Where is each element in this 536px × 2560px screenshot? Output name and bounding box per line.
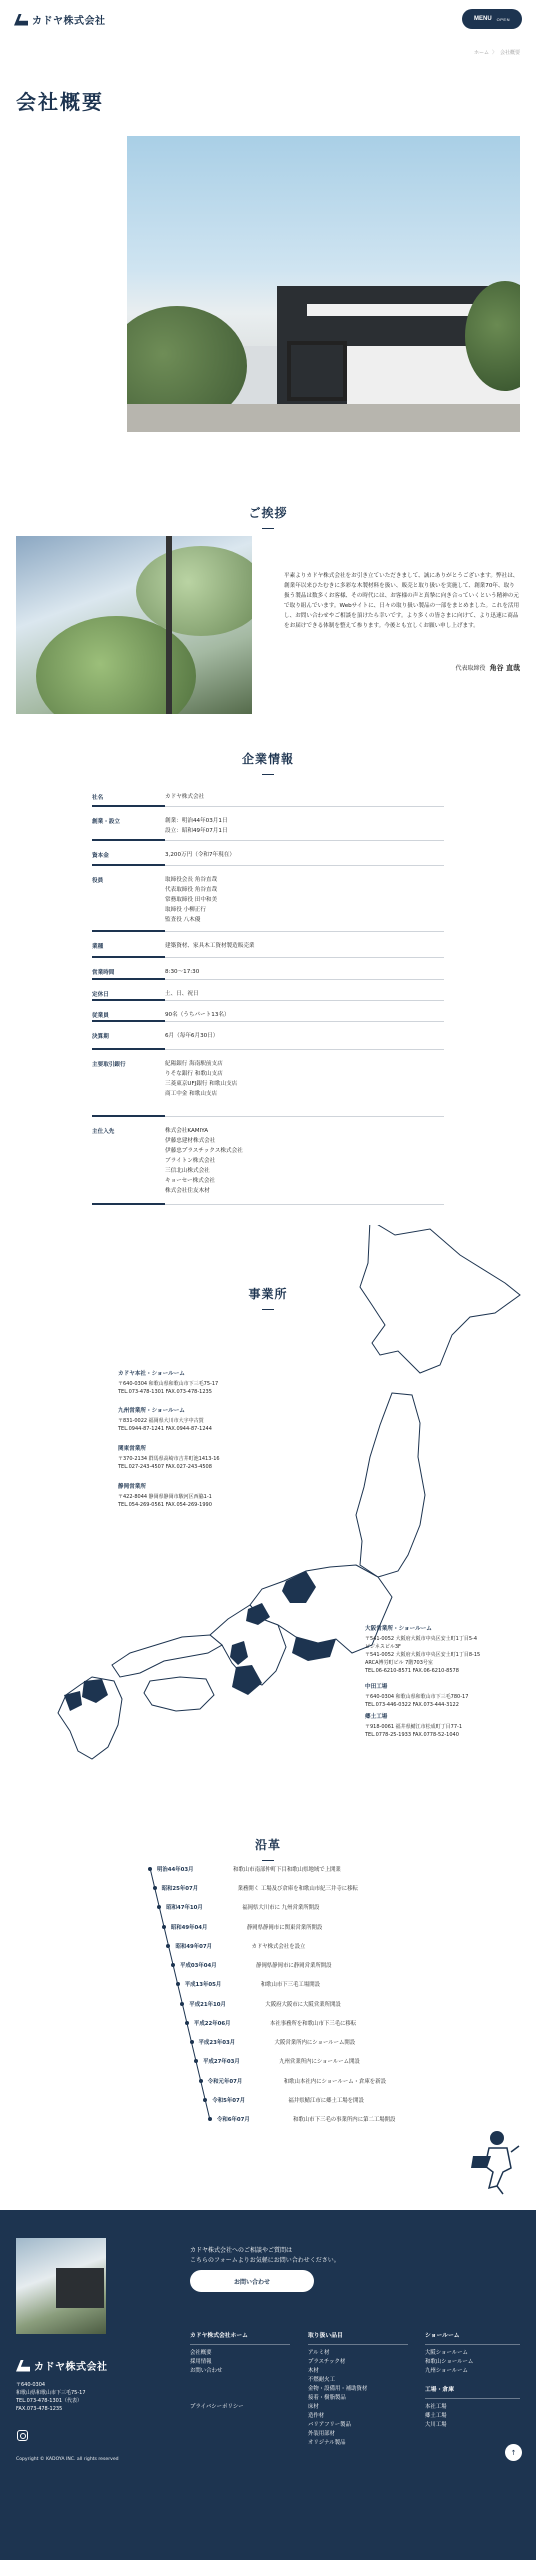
company-row-value <box>165 841 444 865</box>
history-item <box>199 2077 386 2085</box>
address-fax: FAX.073-478-1235 <box>16 2406 63 2412</box>
history-year: 令和5年07月 <box>212 2097 246 2104</box>
history-item <box>148 1865 341 1873</box>
breadcrumb-current: 会社概要 <box>499 50 520 56</box>
company-row-key: 業種 <box>92 932 165 958</box>
history-year: 昭和25年07月 <box>161 1886 199 1893</box>
back-to-top-button[interactable]: ↑ <box>505 2444 522 2461</box>
history-year: 令和6年07月 <box>217 2117 250 2123</box>
history-text: 和歌山市南部仲町下目和歌山県地域で上開業 <box>233 1867 341 1873</box>
company-row-key: 主要取引銀行 <box>92 1050 165 1117</box>
company-row-key: 創業・設立 <box>92 807 165 841</box>
footer-cta-text <box>190 2246 340 2266</box>
company-row <box>92 1001 444 1022</box>
company-title: 企業情報 <box>0 750 536 775</box>
company-row-key: 役員 <box>92 866 165 932</box>
history-item <box>208 2115 395 2123</box>
office-line: TEL.073-478-1301 FAX.073-478-1235 <box>118 1389 212 1395</box>
history-year: 令和元年07月 <box>207 2078 243 2085</box>
greeting-body: 平素よりカドヤ株式会社をお引き立ていただきまして、誠にありがとうございます。弊社は、創業年以来ひたむきに多彩な木製材料を扱い、販売と取り扱いを実施して、創業70年、取り扱う製品は数多くお客様、その時代には、お客様の声と真摯に向き合っていくという精神の元で取り組んでいます。Webサイトに、日々の取り扱い製品の一部をまとめました。これを活用し、お問い合わせやご相談を頂けたら幸いです。より多くの皆さまに向けて、より迅速に商品をお届けできる体制を整えて参ります。今後とも宜しくお願い申し上げます。 <box>284 573 520 629</box>
copyright: Copyright © KADOYA INC. all rights reserved <box>16 2457 119 2462</box>
map-region-tohoku <box>356 1393 425 1577</box>
company-value-line: 3,200万円（令和7年現在） <box>165 852 235 858</box>
history-text: 本社事務所を和歌山市下三毛に移転 <box>269 2020 357 2027</box>
office-line: TEL.06-6210-8571 FAX.06-6210-8578 <box>365 1668 459 1674</box>
footer-link[interactable]: お問い合わせ <box>190 2368 223 2374</box>
history-year: 平成13年05月 <box>184 1982 222 1989</box>
footer-link[interactable]: 採用情報 <box>190 2359 212 2365</box>
company-row-value <box>165 958 444 979</box>
company-row <box>92 1117 444 1205</box>
history-text: 大阪営業所内にショールーム開設 <box>274 2040 356 2047</box>
footer-link <box>190 2394 290 2403</box>
office-line: TEL.054-269-0561 FAX.054-269-1990 <box>118 1502 212 1508</box>
company-row-key: 決算期 <box>92 1022 165 1050</box>
company-value-line: 伊藤忠建材株式会社 <box>165 1138 216 1144</box>
history-text: 和歌山市下三毛工場開設 <box>260 1982 320 1989</box>
footer-logo[interactable] <box>16 2358 108 2373</box>
office-line: TEL.0944-87-1241 FAX.0944-87-1244 <box>118 1426 212 1432</box>
office-line: TEL.073-446-0322 FAX.073-444-3122 <box>365 1702 459 1708</box>
footer-link[interactable]: 会社概要 <box>190 2350 212 2356</box>
office-line: 〒422-8044 静岡県静岡市駿河区西脇1-1 <box>118 1494 212 1500</box>
history-text: 静岡県静岡市に静岡営業所開設 <box>256 1963 332 1970</box>
footer-link[interactable]: アルミ材 <box>308 2350 330 2356</box>
company-value-line: ブライトン株式会社 <box>165 1158 216 1164</box>
office-line: 〒640-0304 和歌山県和歌山市下三毛780-17 <box>365 1694 469 1700</box>
history-dot-icon <box>190 2040 194 2044</box>
footer-link[interactable]: 木材 <box>308 2368 319 2374</box>
history-year: 平成23年03月 <box>198 2040 236 2047</box>
footer-logo-mark-icon <box>16 2360 30 2372</box>
history-year: 平成03年04月 <box>180 1963 217 1970</box>
site-footer <box>0 2210 536 2560</box>
office-card <box>118 1445 220 1471</box>
footer-link <box>190 2376 290 2385</box>
footer-link[interactable]: オリジナル製品 <box>308 2440 346 2446</box>
company-row-value <box>165 1022 444 1049</box>
greeting-title: ご挨拶 <box>0 504 536 529</box>
company-value-line: 監査役 八木優 <box>165 917 201 923</box>
history-text: 和歌山市下三毛の事業所内に第二工場開設 <box>293 2117 396 2123</box>
history-item <box>176 1980 320 1988</box>
history-item <box>203 2096 363 2104</box>
instagram-icon[interactable] <box>17 2430 28 2441</box>
history-year: 昭和49年07月 <box>175 1943 213 1950</box>
history-item <box>157 1903 319 1911</box>
office-name: 静岡営業所 <box>118 1484 146 1490</box>
signer-role: 代表取締役 <box>455 665 486 672</box>
office-card <box>118 1370 218 1396</box>
contact-button[interactable]: お問い合わせ <box>190 2270 314 2292</box>
company-value-line: 伊藤忠プラスチックス株式会社 <box>165 1148 243 1154</box>
footer-link[interactable]: 和歌山ショールーム <box>425 2359 474 2365</box>
breadcrumb-separator: 〉 <box>491 50 497 56</box>
office-line: 〒541-0052 大阪府大阪市中央区安土町1丁目5-4 <box>365 1636 478 1642</box>
site-logo[interactable] <box>14 12 106 27</box>
greeting-photo <box>16 536 252 714</box>
history-dot-icon <box>203 2098 207 2102</box>
history-text: 福岡県大川市に 九州営業所開設 <box>242 1905 320 1912</box>
history-item <box>185 2019 356 2027</box>
company-value-line: 三菱東京UFJ銀行 和歌山支店 <box>165 1081 238 1087</box>
office-line: 〒370-2134 群馬県高崎市吉井町池1413-16 <box>118 1456 220 1462</box>
greeting-signature <box>284 663 520 673</box>
history-title: 沿革 <box>0 1836 536 1861</box>
history-dot-icon <box>166 1944 170 1948</box>
office-name: 九州営業所・ショールーム <box>118 1408 185 1414</box>
map-region-chugoku <box>112 1635 222 1677</box>
footer-col-home <box>190 2332 290 2412</box>
history-item <box>171 1961 331 1969</box>
company-row-key: 社名 <box>92 783 165 807</box>
history-item <box>162 1923 322 1931</box>
history-year: 昭和49年04月 <box>170 1924 208 1931</box>
history-year: 平成27年03月 <box>203 2059 240 2066</box>
company-value-line: 代表取締役 角谷直哉 <box>165 887 218 893</box>
history-text: 業務開く 工場及び倉庫を和歌山市紀三井寺に移転 <box>237 1886 358 1893</box>
footer-link[interactable]: 九州ショールーム <box>425 2368 468 2374</box>
footer-col-heading: 取り扱い品目 <box>308 2332 408 2345</box>
logo-text: カドヤ株式会社 <box>32 16 106 27</box>
breadcrumb <box>474 49 520 56</box>
company-value-line: 三信北山株式会社 <box>165 1168 210 1174</box>
footer-col-heading: 工場・倉庫 <box>425 2386 520 2399</box>
page-title: 会社概要 <box>16 90 104 114</box>
company-row-value <box>165 932 444 957</box>
company-row-value <box>165 866 444 931</box>
company-row-value <box>165 783 444 806</box>
history-dot-icon <box>148 1867 152 1871</box>
footer-col-heading: ショールーム <box>425 2332 520 2345</box>
company-row <box>92 866 444 932</box>
history-text: カドヤ株式会社を設立 <box>251 1943 306 1950</box>
office-line: TEL.027-243-4507 FAX.027-243-4508 <box>118 1464 212 1470</box>
footer-col-showroom <box>425 2332 520 2376</box>
company-row <box>92 807 444 841</box>
cta-line-1: カドヤ株式会社へのご相談やご質問は <box>190 2247 293 2254</box>
office-name: 郷土工場 <box>365 1714 388 1720</box>
footer-link[interactable]: 不燃耐火工 <box>308 2377 335 2383</box>
map-region-shikoku <box>144 1677 214 1711</box>
footer-link[interactable]: プラスチック材 <box>308 2359 346 2365</box>
hero-building-photo <box>127 136 520 432</box>
company-value-line: 8:30〜17:30 <box>165 969 200 975</box>
company-row <box>92 1050 444 1117</box>
footer-link[interactable]: プライバシーポリシー <box>190 2404 244 2410</box>
company-row <box>92 980 444 1001</box>
footer-link[interactable]: バリアフリー製品 <box>308 2422 351 2428</box>
history-text: 和歌山本社内にショールーム・倉庫を新設 <box>283 2078 386 2085</box>
office-name: 関東営業所 <box>118 1446 146 1452</box>
company-value-line: 設立：昭和49年07月1日 <box>165 828 228 834</box>
history-dot-icon <box>153 1886 157 1890</box>
history-text: 静岡県静岡市に関東営業所開設 <box>246 1924 323 1931</box>
history-dot-icon <box>185 2021 189 2025</box>
company-value-line: 取締役 小柳正行 <box>165 907 206 913</box>
history-item <box>153 1884 358 1892</box>
office-name: 中田工場 <box>365 1684 388 1690</box>
history-year: 平成22年06月 <box>193 2020 231 2027</box>
mascot-illustration-icon <box>467 2126 521 2196</box>
offices-map <box>0 1225 536 1805</box>
company-row-value <box>165 807 444 840</box>
office-line: 〒541-0052 大阪府大阪市中央区安土町1丁目8-15 <box>365 1652 481 1658</box>
company-value-line: 株式会社住友木材 <box>165 1188 210 1194</box>
company-row-key: 従業員 <box>92 1001 165 1022</box>
footer-col-products <box>308 2332 408 2448</box>
history-dot-icon <box>199 2079 203 2083</box>
company-row-value <box>165 980 444 1000</box>
history-dot-icon <box>180 2002 184 2006</box>
footer-link[interactable]: 大川工場 <box>425 2422 447 2428</box>
company-value-line: りそな銀行 和歌山支店 <box>165 1071 223 1077</box>
office-card <box>365 1625 480 1675</box>
company-value-line: 取締役会長 角谷直哉 <box>165 877 218 883</box>
company-row-key: 定休日 <box>92 980 165 1001</box>
office-line: 〒831-0022 福岡県大川市大字中古賀 <box>118 1418 204 1424</box>
office-name: 大阪営業所・ショールーム <box>365 1626 432 1632</box>
company-row <box>92 958 444 980</box>
history-item <box>194 2057 360 2065</box>
office-card <box>365 1683 468 1709</box>
cta-line-2: こちらのフォームよりお気軽にお問い合わせください。 <box>190 2257 340 2264</box>
history-year: 明治44年03月 <box>157 1867 194 1873</box>
company-value-line: 土、日、祝日 <box>165 991 199 997</box>
company-row-key: 資本金 <box>92 841 165 866</box>
company-row <box>92 932 444 958</box>
history-dot-icon <box>194 2059 198 2063</box>
company-value-line: 6月（毎年6月30日） <box>165 1033 219 1039</box>
address-postal: 〒640-0304 <box>16 2382 46 2388</box>
office-card <box>118 1483 212 1509</box>
footer-building-photo <box>16 2238 106 2334</box>
history-dot-icon <box>176 1982 180 1986</box>
history-text: 九州営業所内にショールーム開設 <box>279 2059 360 2066</box>
company-value-line: 建築資材、家具木工資材製造販売業 <box>165 943 255 949</box>
menu-sub-label: OPEN <box>496 16 510 22</box>
company-value-line: カドヤ株式会社 <box>165 794 205 800</box>
footer-col-heading: カドヤ株式会社ホーム <box>190 2332 290 2345</box>
footer-link[interactable]: 造作材 <box>308 2413 325 2419</box>
office-card <box>365 1713 462 1739</box>
company-value-line: 創業：明治44年03月1日 <box>165 818 228 824</box>
footer-address <box>16 2381 86 2413</box>
footer-link[interactable]: 本社工場 <box>425 2404 447 2410</box>
breadcrumb-home[interactable]: ホーム <box>473 50 489 56</box>
history-dot-icon <box>162 1925 166 1929</box>
company-value-line: 紀陽銀行 海南駅前支店 <box>165 1061 223 1067</box>
history-dot-icon <box>208 2117 212 2121</box>
company-row-value <box>165 1001 444 1021</box>
office-line: ARCA博労町ビル 7階703号室 <box>365 1660 433 1666</box>
footer-link[interactable]: 大阪ショールーム <box>425 2350 468 2356</box>
footer-link[interactable]: 金物・設備用・補助資材 <box>308 2386 368 2392</box>
office-card <box>118 1407 212 1433</box>
history-year: 昭和47年10月 <box>166 1905 203 1912</box>
history-dot-icon <box>157 1905 161 1909</box>
history-text: 福井県鯖江市に郷土工場を開設 <box>288 2097 364 2104</box>
company-row <box>92 841 444 866</box>
company-row-key: 主仕入先 <box>92 1117 165 1205</box>
history-item <box>166 1942 305 1950</box>
office-line: 〒640-0304 和歌山県和歌山市下三毛75-17 <box>118 1381 219 1387</box>
logo-mark-icon <box>14 14 28 26</box>
address-street: 和歌山県和歌山市下三毛75-17 <box>16 2390 86 2396</box>
footer-link[interactable]: 外装用部材 <box>308 2431 335 2437</box>
company-value-line: 常務取締役 田中和美 <box>165 897 218 903</box>
history-text: 大阪府大阪市に大阪営業所開設 <box>265 2001 341 2008</box>
footer-link[interactable]: 床材 <box>308 2404 319 2410</box>
company-value-line: キョーセー株式会社 <box>165 1178 216 1184</box>
menu-button[interactable] <box>462 9 522 29</box>
footer-link[interactable]: 接着・樹脂製品 <box>308 2395 346 2401</box>
office-line: 〒918-0061 福井県鯖江市松成町丁目77-1 <box>365 1724 463 1730</box>
offices-title: 事業所 <box>0 1285 536 1310</box>
history-year: 平成21年10月 <box>189 2001 226 2008</box>
signer-name: 角谷 直哉 <box>489 664 520 672</box>
company-row <box>92 783 444 807</box>
company-value-line: 株式会社KAMIYA <box>165 1128 209 1134</box>
menu-label: MENU <box>473 16 492 22</box>
footer-col-factory <box>425 2386 520 2430</box>
history-dot-icon <box>171 1963 175 1967</box>
site-header <box>0 0 536 40</box>
address-tel: TEL.073-478-1301（代表） <box>16 2398 83 2404</box>
office-name: カドヤ本社・ショールーム <box>118 1371 185 1377</box>
history-item <box>190 2038 356 2046</box>
history-item <box>180 2000 340 2008</box>
office-line: ビジネスビル3F <box>365 1644 401 1650</box>
footer-logo-text: カドヤ株式会社 <box>34 2362 108 2373</box>
company-row-key: 営業時間 <box>92 958 165 980</box>
office-line: TEL.0778-25-1933 FAX.0778-52-1040 <box>365 1732 459 1738</box>
company-row <box>92 1022 444 1050</box>
footer-link[interactable]: 郷土工場 <box>425 2413 447 2419</box>
company-info-table <box>92 783 444 1205</box>
company-row-value <box>165 1050 444 1116</box>
company-value-line: 90名（うちパート13名） <box>165 1012 230 1018</box>
footer-link <box>190 2385 290 2394</box>
company-value-line: 商工中金 和歌山支店 <box>165 1091 218 1097</box>
company-row-value <box>165 1117 444 1204</box>
